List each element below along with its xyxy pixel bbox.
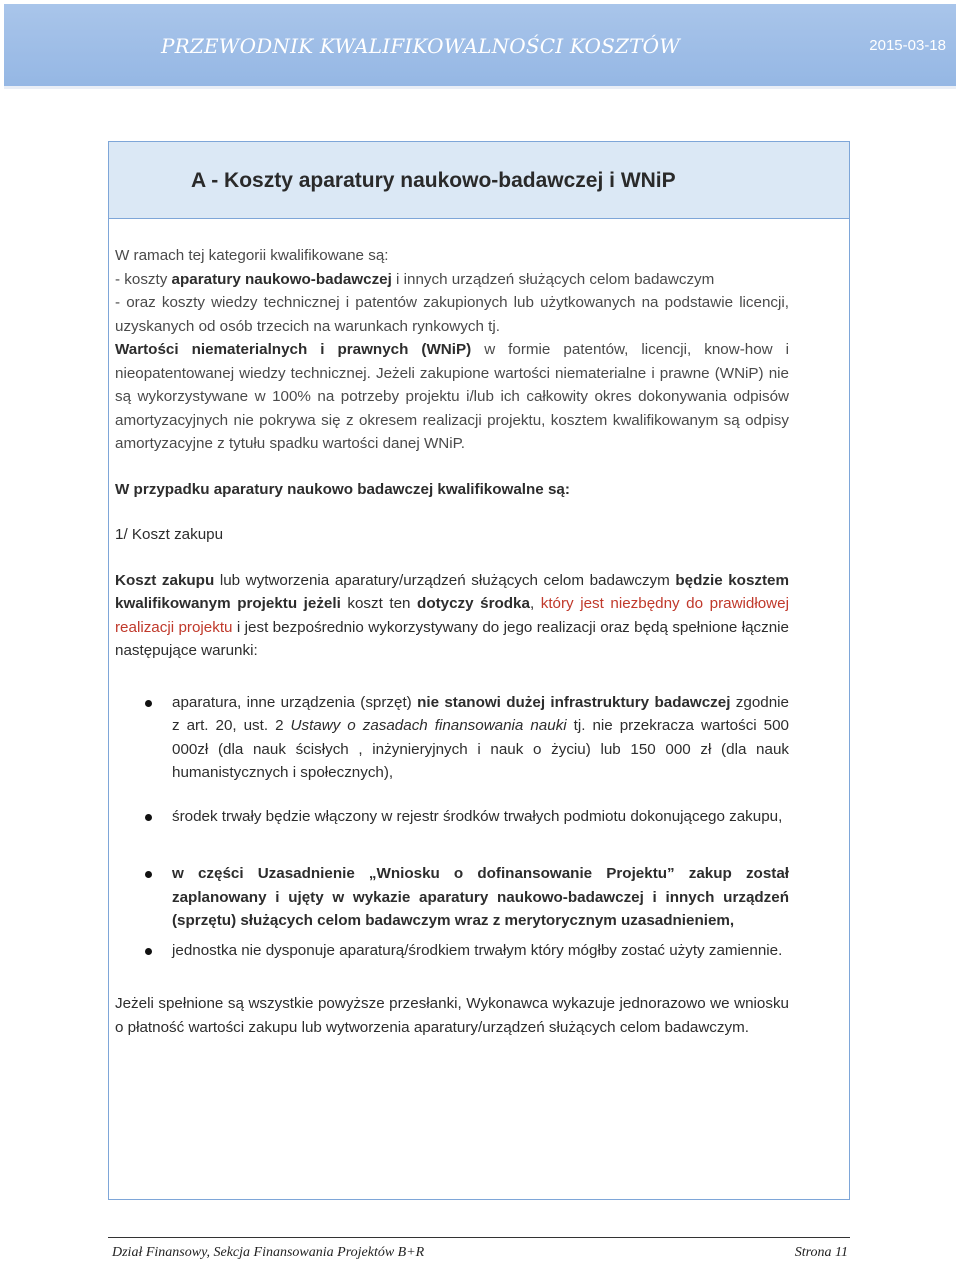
wnip-definition: w formie patentów, licencji, know-how i nieopatentowanej wiedzy technicznej.: [115, 341, 789, 382]
condition-1-bold: nie stanowi dużej infrastruktury badawczej: [417, 693, 731, 711]
cost-necessity-highlight: który jest niezbędny do prawidłowej realizacji projektu: [115, 595, 789, 636]
section-frame: [108, 141, 850, 1200]
condition-2-text: środek trwały będzie włączony w rejestr środków trwałych podmiotu dokonującego zakupu,: [172, 807, 783, 825]
page-header: [4, 4, 956, 89]
conditions-list: [115, 691, 789, 963]
cost-text-3: i jest bezpośrednio wykorzystywany do jego realizacji oraz będą spełnione łącznie następujące warunki:: [115, 618, 790, 659]
intro-item-1-bold: aparatury naukowo-badawczej: [171, 270, 392, 288]
condition-3-text: w części Uzasadnienie „Wniosku o dofinansowanie Projektu” zakup został zaplanowany i ujęty w wykazie aparatury naukowo-badawczej i innych urządzeń (sprzętu) służących celom badawczym wraz z merytorycznym uzasadnieniem,: [172, 865, 789, 929]
footer-divider: [108, 1237, 850, 1238]
condition-item-no-substitute: [115, 939, 789, 963]
cost-condition-bold: będzie kosztem kwalifikowanym projektu jeżeli: [115, 571, 789, 612]
closing-paragraph: Jeżeli spełnione są wszystkie powyższe przesłanki, Wykonawca wykazuje jednorazowo we wniosku o płatność wartości zakupu lub wytworzenia aparatury/urządzeń służących celom badawczym.: [115, 995, 789, 1036]
document-title: PRZEWODNIK KWALIFIKOWALNOŚCI KOSZTÓW: [161, 34, 681, 58]
intro-item-2: - oraz koszty wiedzy technicznej i patentów zakupionych lub użytkowanych na podstawie licencji, uzyskanych od osób trzecich na warunkach rynkowych tj.: [115, 294, 789, 335]
section-content: [115, 244, 789, 1039]
section-title-band: [109, 142, 849, 219]
document-date: 2015-03-18: [869, 37, 946, 54]
wnip-paragraph: [115, 338, 789, 456]
cost-asset-bold: dotyczy środka: [417, 595, 530, 612]
cost-paragraph: [115, 569, 789, 663]
cost-text-1: lub wytworzenia aparatury/urządzeń służących celom badawczym: [214, 571, 676, 589]
condition-item-justification: [115, 862, 789, 933]
intro-item-1-suffix: i innych urządzeń służących celom badawczym: [391, 270, 715, 288]
condition-4-text: jednostka nie dysponuje aparaturą/środkiem trwałym który mógłby zostać użyty zamiennie.: [172, 941, 783, 959]
condition-item-register: [115, 805, 789, 829]
subheading-purchase-cost: 1/ Koszt zakupu: [115, 526, 224, 543]
bullet-icon: [145, 948, 152, 955]
condition-1-law-title: Ustawy o zasadach finansowania nauki: [290, 717, 567, 734]
section-title: A - Koszty aparatury naukowo-badawczej i WNiP: [191, 169, 676, 192]
intro-item-1: [115, 268, 789, 292]
footer-page-number: Strona 11: [794, 1245, 848, 1260]
wnip-amortization-note: Jeżeli zakupione wartości niematerialne i prawne (WNiP) nie są wykorzystywane w 100% na potrzeby projektu i/lub ich całkowity okres dokonywania odpisów amortyzacyjnych nie pokrywa się z okresem realizacji projektu, kosztem kwalifikowanym są odpisy amortyzacyjne z tytułu spadku wartości danej WNiP.: [115, 364, 789, 452]
bullet-icon: [145, 700, 152, 707]
bullet-icon: [145, 814, 152, 821]
condition-1-text-a: aparatura, inne urządzenia (sprzęt): [172, 693, 418, 711]
condition-1-text-b: zgodnie z art. 20, ust. 2: [172, 693, 789, 734]
intro-lead: W ramach tej kategorii kwalifikowane są:: [115, 247, 389, 264]
bullet-icon: [145, 871, 152, 878]
condition-1-text-c: tj. nie przekracza wartości 500 000zł (dla nauk ścisłych , inżynieryjnych i nauk o życiu) lub 150 000 zł (dla nauk humanistycznych i społecznych),: [172, 717, 789, 781]
footer-department: Dział Finansowy, Sekcja Finansowania Projektów B+R: [112, 1245, 425, 1260]
intro-item-1-prefix: - koszty: [115, 270, 172, 288]
eligible-heading: W przypadku aparatury naukowo badawczej kwalifikowalne są:: [115, 480, 570, 498]
cost-term: Koszt zakupu: [115, 571, 215, 589]
cost-text-2: koszt ten: [340, 595, 418, 612]
cost-comma: ,: [529, 595, 541, 612]
wnip-term: Wartości niematerialnych i prawnych (WNiP): [115, 341, 472, 358]
condition-item-infrastructure: [115, 691, 789, 785]
